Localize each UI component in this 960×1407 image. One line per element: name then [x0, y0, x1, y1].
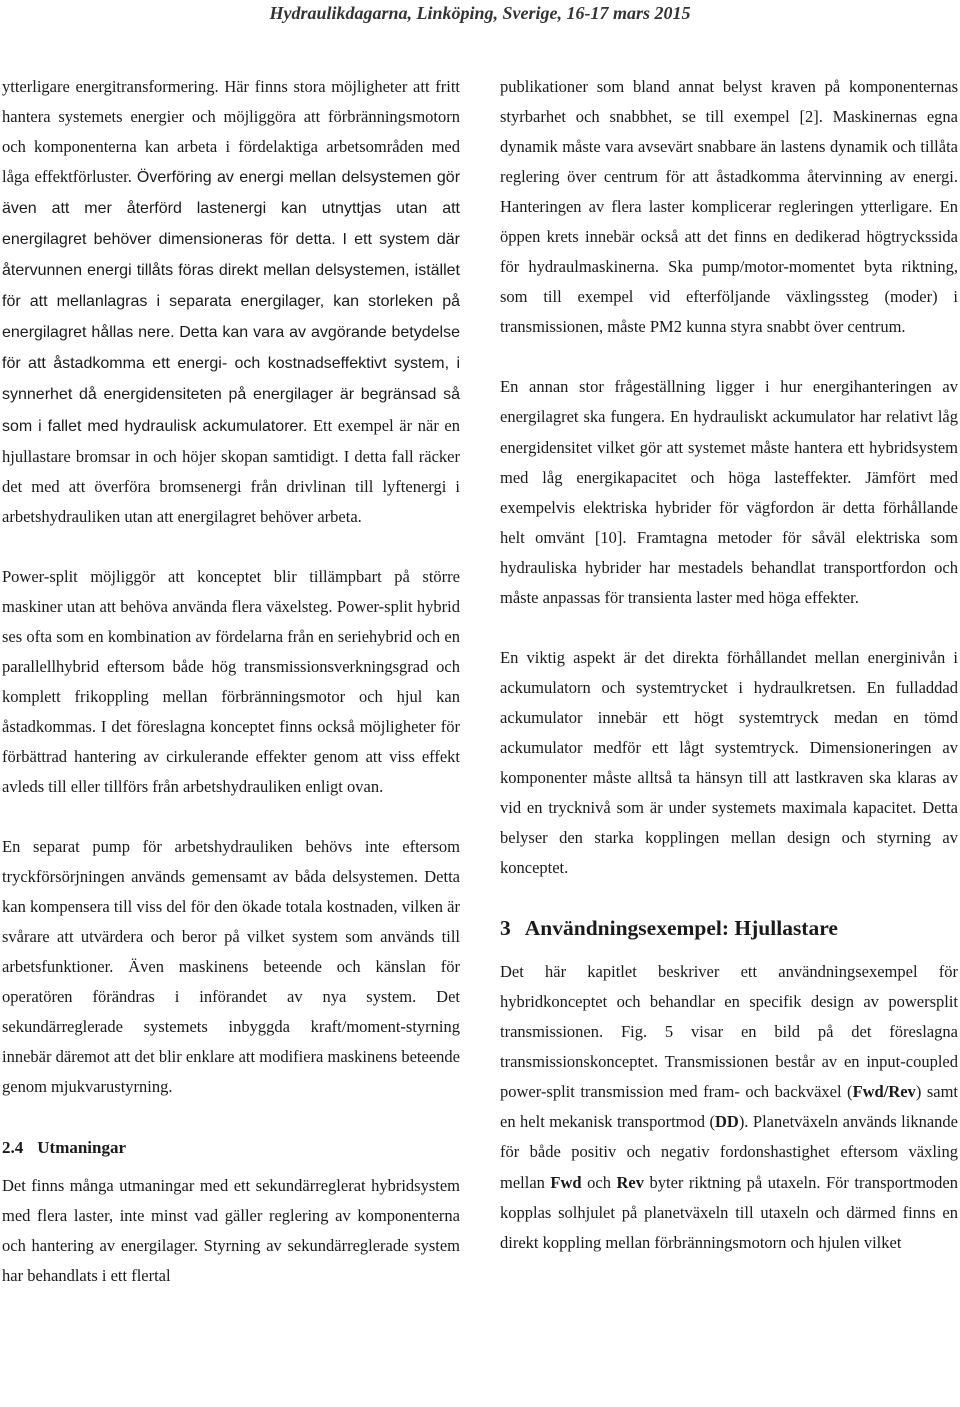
bold-term: Fwd/Rev — [852, 1082, 916, 1102]
paragraph-text: ytterligare energitransformering. Här finns stora möjligheter att fritt hantera systemets energier och möjliggöra att förbränningsmotorn och komponenterna kan arbeta i fördelaktiga arbetsområden med låga effektförluster. — [2, 77, 460, 187]
paragraph: Power-split möjliggör att konceptet blir tillämpbart på större maskiner utan att behöva använda flera växelsteg. Power-split hybrid ses ofta som en kombination av fördelarna från en seriehybrid och en parallellhybrid eftersom både hög transmissionsverkningsgrad och komplett frikoppling mellan förbränningsmotor och hjul kan åstadkommas. I det föreslagna konceptet finns också möjligheter för förbättrad hantering av cirkulerande effekter genom att viss effekt avleds till eller tillförs från arbetshydrauliken enligt ovan. — [2, 566, 460, 797]
paragraph — [500, 957, 958, 1257]
paragraph-text: I ett system där återvunnen energi tillåts föras direkt mellan delsystemen, istället för att mellanlagras i separata energilager, kan storleken på energilagret hållas nere. — [2, 231, 461, 342]
paragraph-text: ) samt en helt mekanisk transportmod ( — [500, 1082, 958, 1132]
subsection-title: Utmaningar — [37, 1137, 127, 1157]
paragraph-text: Detta kan vara av avgörande betydelse för att åstadkomma ett energi- och kostnadseffektivt system, i synnerhet då energidensiteten på energilager är begränsad så som i fallet med hydraulisk ackumulatorer. — [2, 324, 461, 435]
subsection-heading — [2, 1133, 460, 1163]
paragraph: publikationer som bland annat belyst kraven på komponenternas styrbarhet och snabbhet, se till exempel [2]. Maskinernas egna dynamik måste vara avsevärt snabbare än lastens dynamik och tillåta reglering över centrum för att åstadkomma återvinning av energi. Hanteringen av flera laster komplicerar regleringen ytterligare. En öppen krets innebär också att det finns en dedikerad högtryckssida för hydraulmaskinerna. Ska pump/motor-momentet byta riktning, som till exempel vid efterföljande växlingssteg (moder) i transmissionen, måste PM2 kunna styra snabbt över centrum. — [500, 77, 958, 337]
paragraph-text: och — [581, 1172, 617, 1192]
paragraph-text: Ett exempel är när en hjullastare bromsar in och höjer skopan samtidigt. I detta fall räcker det med att överföra bromsenergi från drivlinan till lyftenergi i arbetshydrauliken utan att energilagret behöver arbeta. — [2, 415, 460, 526]
paragraph: En separat pump för arbetshydrauliken behövs inte eftersom tryckförsörjningen används gemensamt av båda delsystemen. Detta kan kompensera till viss del för den ökade totala kostnaden, vilken är svårare att utvärdera och beror på vilket system som används till arbetsfunktioner. Även maskinens beteende och känslan för operatören förändras i införandet av nya system. Det sekundärreglerade systemets inbyggda kraft/moment-styrning innebär däremot att det blir enklare att modifiera maskinens beteende genom mjukvarustyrning. — [2, 837, 460, 1097]
bold-term: DD — [714, 1112, 739, 1132]
paragraph-text: Överföring av energi mellan delsystemen gör även att mer återförd lastenergi kan utnyttjas utan att energilagret behöver dimensioneras för detta. — [2, 169, 461, 249]
paragraph: En viktig aspekt är det direkta förhållandet mellan energinivån i ackumulatorn och systemtrycket i hydraulkretsen. En fulladdad ackumulator innebär ett högt systemtryck medan en tömd ackumulator medför ett lågt systemtryck. Dimensioneringen av komponenter måste alltså ta hänsyn till att lastkraven ska klaras av vid en trycknivå som är under systemets maximala kapacitet. Detta belyser den starka kopplingen mellan design och styrning av konceptet. — [500, 647, 958, 878]
paragraph-text: Det här kapitlet beskriver ett användningsexempel för hybridkonceptet och behandlar en specifik design av powersplit transmissionen. Fig. 5 visar en bild på det föreslagna transmissionskonceptet. Transmissionen består av en input-coupled power-split transmission med fram- och backväxel ( — [500, 962, 958, 1102]
section-title: Användningsexempel: Hjullastare — [524, 916, 838, 941]
paragraph: En annan stor frågeställning ligger i hur energihanteringen av energilagret ska fungera. En hydrauliskt ackumulator har relativt låg energidensitet vilket gör att systemet måste hantera ett hybridsystem med låg energikapacitet och höga lasteffekter. Jämfört med exempelvis elektriska hybrider för vägfordon är detta förhållande helt omvänt [10]. Framtagna metoder för såväl elektriska som hydrauliska hybrider har mestadels behandlat transportfordon och måste anpassas för transienta laster med höga effekter. — [500, 377, 958, 607]
paragraph-text: byter riktning på utaxeln. För transportmoden kopplas solhjulet på planetväxeln till utaxeln och därmed finns en direkt koppling mellan förbränningsmotorn och hjulen vilket — [500, 1172, 958, 1252]
paragraph-text: ). Planetväxeln används liknande för både positiv och negativ fordonshastighet eftersom växling mellan — [500, 1112, 958, 1192]
bold-term: Fwd — [550, 1172, 582, 1192]
subsection-number: 2.4 — [2, 1137, 24, 1157]
section-number: 3 — [500, 916, 511, 941]
paragraph — [2, 72, 460, 532]
right-column — [500, 72, 958, 1258]
running-header: Hydraulikdagarna, Linköping, Sverige, 16-17 mars 2015 — [269, 3, 691, 23]
bold-term: Rev — [616, 1172, 644, 1192]
left-column — [2, 72, 460, 1291]
paragraph: Det finns många utmaningar med ett sekundärreglerat hybridsystem med flera laster, inte minst vad gäller reglering av komponenterna och hantering av energilager. Styrning av sekundärreglerade system har behandlats i ett flertal — [2, 1175, 460, 1285]
section-heading — [500, 913, 958, 943]
